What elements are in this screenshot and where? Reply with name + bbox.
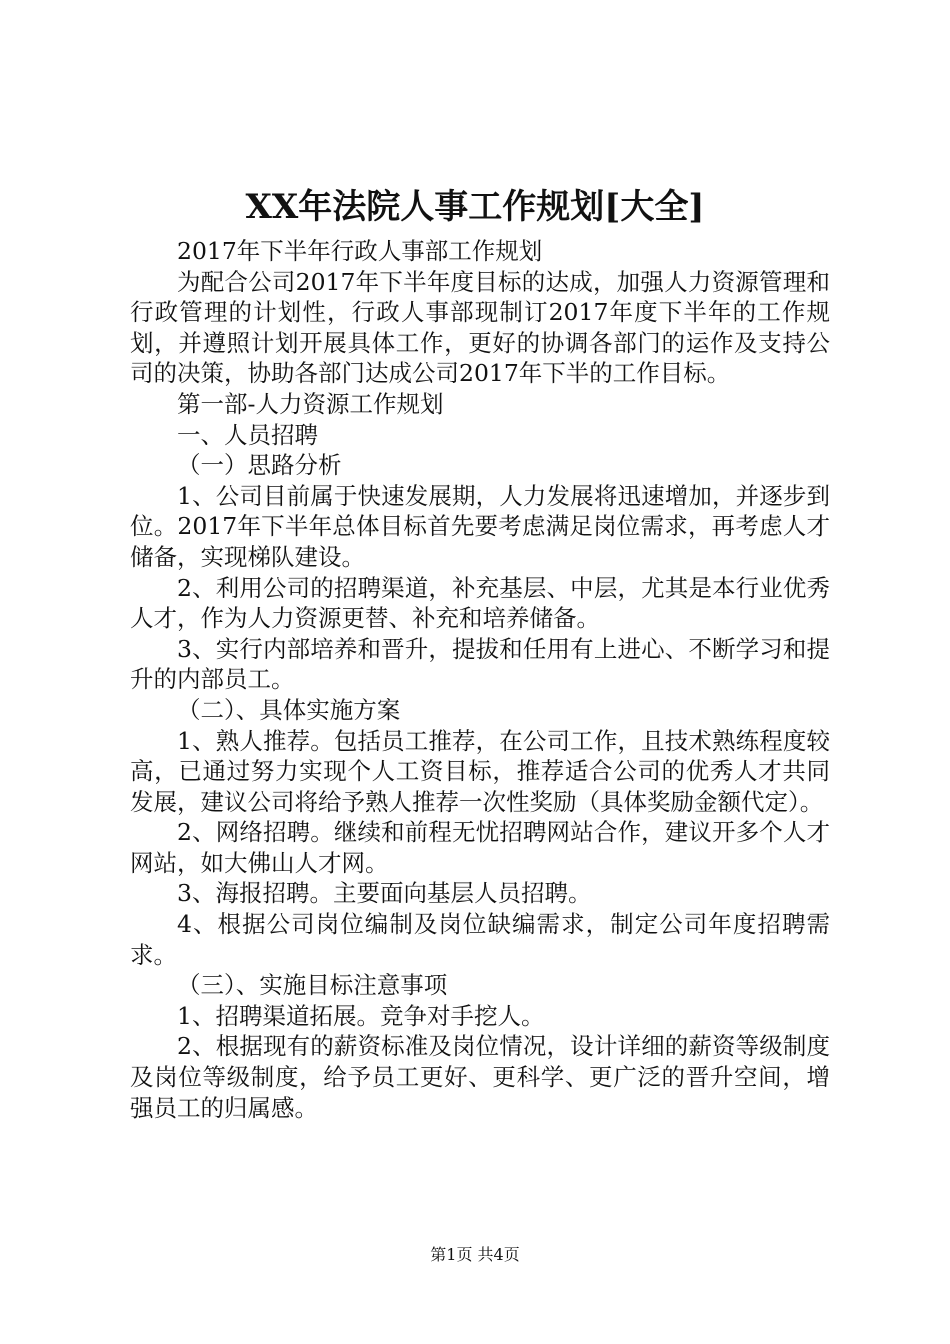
- paragraph-analysis-3: 3、实行内部培养和晋升，提拔和任用有上进心、不断学习和提升的内部员工。: [130, 634, 830, 694]
- paragraph-intro: 为配合公司2017年下半年度目标的达成，加强人力资源管理和行政管理的计划性，行政人事部现制订2017年度下半年的工作规划，并遵照计划开展具体工作，更好的协调各部门的运作及支持公司的决策，协助各部门达成公司2017年下半的工作目标。: [130, 267, 830, 388]
- paragraph-analysis-2: 2、利用公司的招聘渠道，补充基层、中层，尤其是本行业优秀人才，作为人力资源更替、补充和培养储备。: [130, 573, 830, 633]
- paragraph-notes-1: 1、招聘渠道拓展。竞争对手挖人。: [177, 1001, 545, 1030]
- page-footer: 第1页 共4页: [430, 1245, 520, 1264]
- paragraph-subsection-analysis: （一）思路分析: [177, 451, 342, 480]
- paragraph-plan-heading: 2017年下半年行政人事部工作规划: [177, 237, 543, 265]
- paragraph-section-recruitment: 一、人员招聘: [177, 420, 318, 449]
- paragraph-plan-4: 4、根据公司岗位编制及岗位缺编需求，制定公司年度招聘需求。: [130, 910, 830, 969]
- paragraph-notes-2: 2、根据现有的薪资标准及岗位情况，设计详细的薪资等级制度及岗位等级制度，给予员工更好、更科学、更广泛的晋升空间，增强员工的归属感。: [130, 1032, 830, 1122]
- paragraph-subsection-notes: （三）、实施目标注意事项: [177, 971, 448, 1000]
- paragraph-plan-3: 3、海报招聘。主要面向基层人员招聘。: [177, 879, 592, 908]
- paragraph-part-one-heading: 第一部-人力资源工作规划: [177, 389, 444, 418]
- paragraph-plan-1: 1、熟人推荐。包括员工推荐，在公司工作，且技术熟练程度较高，已通过努力实现个人工资目标，推荐适合公司的优秀人才共同发展，建议公司将给予熟人推荐一次性奖励（具体奖励金额代定）。: [130, 726, 830, 816]
- paragraph-analysis-1: 1、公司目前属于快速发展期，人力发展将迅速增加，并逐步到位。2017年下半年总体目标首先要考虑满足岗位需求，再考虑人才储备，实现梯队建设。: [130, 481, 830, 571]
- paragraph-subsection-plan: （二）、具体实施方案: [177, 695, 401, 724]
- paragraph-plan-2: 2、网络招聘。继续和前程无忧招聘网站合作，建议开多个人才网站，如大佛山人才网。: [130, 818, 830, 877]
- document-title: XX年法院人事工作规划[大全]: [245, 187, 705, 227]
- document-body: [130, 236, 830, 1123]
